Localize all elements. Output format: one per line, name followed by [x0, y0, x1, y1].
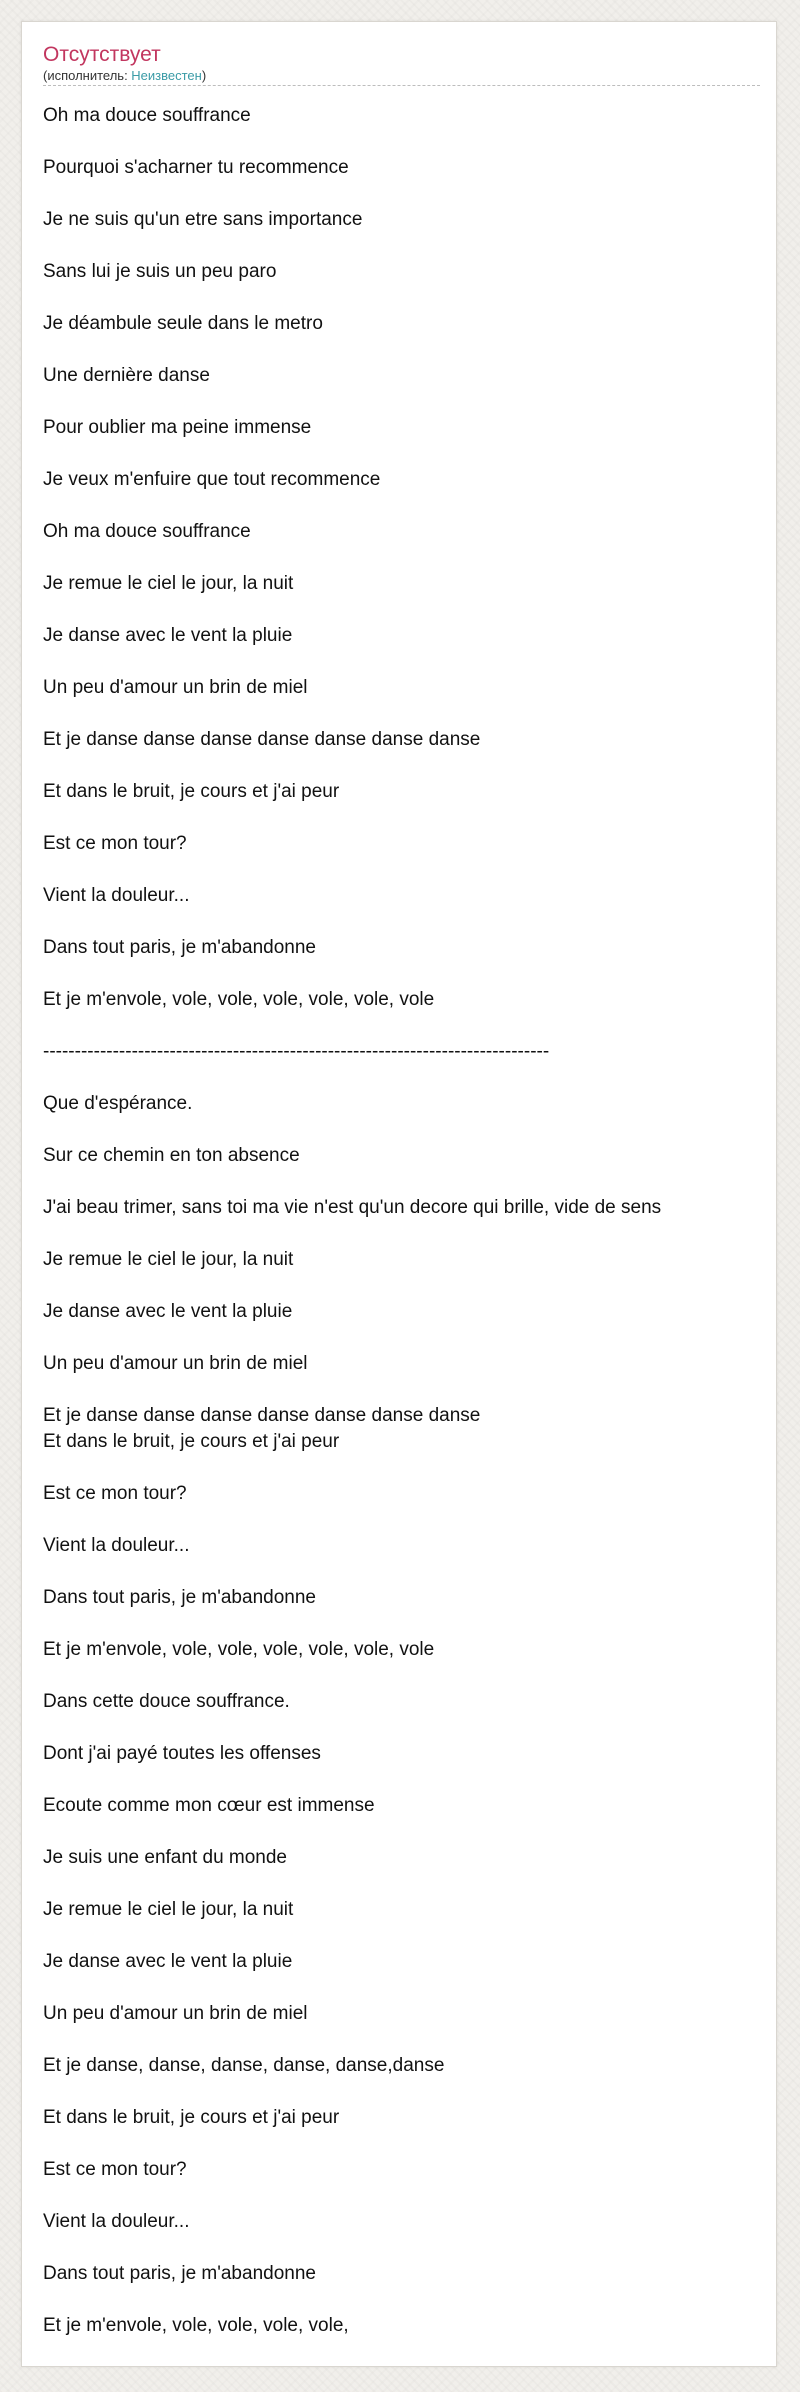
- lyric-line: Et dans le bruit, je cours et j'ai peur: [43, 1431, 340, 1452]
- artist-link[interactable]: Неизвестен: [131, 68, 202, 83]
- lyric-line: Une dernière danse: [43, 365, 210, 386]
- lyric-line: Dans tout paris, je m'abandonne: [43, 1587, 316, 1608]
- lyric-line: Sur ce chemin en ton absence: [43, 1145, 300, 1166]
- blank-line: [43, 1325, 760, 1351]
- song-title: Отсутствует: [43, 43, 161, 66]
- blank-line: [43, 753, 760, 779]
- artist-suffix: ): [201, 68, 207, 83]
- lyric-line: Et dans le bruit, je cours et j'ai peur: [43, 2107, 340, 2128]
- blank-line: [43, 701, 760, 727]
- blank-line: [43, 1975, 760, 2001]
- blank-line: [43, 1715, 760, 1741]
- lyric-line: Pourquoi s'acharner tu recommence: [43, 157, 349, 178]
- lyric-line: Pour oublier ma peine immense: [43, 417, 312, 438]
- lyric-line: Je ne suis qu'un etre sans importance: [43, 209, 363, 230]
- blank-line: [43, 389, 760, 415]
- blank-line: [43, 1663, 760, 1689]
- blank-line: [43, 1455, 760, 1481]
- blank-line: [43, 1117, 760, 1143]
- blank-line: [43, 1923, 760, 1949]
- blank-line: [43, 857, 760, 883]
- lyric-line: Et dans le bruit, je cours et j'ai peur: [43, 781, 340, 802]
- blank-line: [43, 2183, 760, 2209]
- lyric-line: Vient la douleur...: [43, 1535, 190, 1556]
- lyric-line: Vient la douleur...: [43, 2211, 190, 2232]
- blank-line: [43, 909, 760, 935]
- lyrics-card: [21, 21, 777, 2367]
- lyric-line: Ecoute comme mon cœur est immense: [43, 1795, 375, 1816]
- lyric-line: Et je danse danse danse danse danse danse danse: [43, 1405, 481, 1426]
- lyric-line: Je suis une enfant du monde: [43, 1847, 288, 1868]
- lyric-line: Je danse avec le vent la pluie: [43, 1301, 293, 1322]
- lyric-line: Je veux m'enfuire que tout recommence: [43, 469, 381, 490]
- lyric-line: Vient la douleur...: [43, 885, 190, 906]
- lyric-line: Je remue le ciel le jour, la nuit: [43, 573, 294, 594]
- lyric-line: Un peu d'amour un brin de miel: [43, 1353, 308, 1374]
- blank-line: [43, 597, 760, 623]
- lyric-line: J'ai beau trimer, sans toi ma vie n'est qu'un decore qui brille, vide de sens: [43, 1197, 662, 1218]
- blank-line: [43, 1377, 760, 1403]
- blank-line: [43, 1273, 760, 1299]
- blank-line: [43, 1221, 760, 1247]
- lyric-line: Est ce mon tour?: [43, 1483, 187, 1504]
- blank-line: [43, 1013, 760, 1039]
- blank-line: [43, 285, 760, 311]
- blank-line: [43, 2027, 760, 2053]
- lyric-line: Et je m'envole, vole, vole, vole, vole, vole, vole: [43, 1639, 435, 1660]
- blank-line: [43, 545, 760, 571]
- blank-line: [43, 1559, 760, 1585]
- blank-line: [43, 1819, 760, 1845]
- blank-line: [43, 2287, 760, 2313]
- lyric-line: Je danse avec le vent la pluie: [43, 625, 293, 646]
- lyric-line: Et je m'envole, vole, vole, vole, vole,: [43, 2315, 349, 2336]
- lyric-line: Un peu d'amour un brin de miel: [43, 677, 308, 698]
- lyric-line: Est ce mon tour?: [43, 2159, 187, 2180]
- lyric-line: Dans cette douce souffrance.: [43, 1691, 290, 1712]
- blank-line: [43, 2079, 760, 2105]
- blank-line: [43, 1767, 760, 1793]
- artist-line: [43, 68, 760, 86]
- lyric-line: Et je danse danse danse danse danse danse danse: [43, 729, 481, 750]
- lyric-line: Dans tout paris, je m'abandonne: [43, 937, 316, 958]
- lyric-line: Oh ma douce souffrance: [43, 521, 251, 542]
- blank-line: [43, 129, 760, 155]
- blank-line: [43, 1065, 760, 1091]
- lyric-line: Je remue le ciel le jour, la nuit: [43, 1899, 294, 1920]
- artist-prefix: (исполнитель:: [43, 68, 132, 83]
- lyric-line: Sans lui je suis un peu paro: [43, 261, 277, 282]
- lyric-line: Est ce mon tour?: [43, 833, 187, 854]
- lyric-line: Et je danse, danse, danse, danse, danse,danse: [43, 2055, 445, 2076]
- blank-line: [43, 1169, 760, 1195]
- blank-line: [43, 1507, 760, 1533]
- lyric-line: Dont j'ai payé toutes les offenses: [43, 1743, 321, 1764]
- lyric-line: Dans tout paris, je m'abandonne: [43, 2263, 316, 2284]
- blank-line: [43, 441, 760, 467]
- blank-line: [43, 805, 760, 831]
- lyric-line: Oh ma douce souffrance: [43, 105, 251, 126]
- blank-line: [43, 2131, 760, 2157]
- blank-line: [43, 649, 760, 675]
- blank-line: [43, 493, 760, 519]
- song-header: [43, 42, 760, 86]
- blank-line: [43, 233, 760, 259]
- blank-line: [43, 181, 760, 207]
- blank-line: [43, 1871, 760, 1897]
- lyric-line: Un peu d'amour un brin de miel: [43, 2003, 308, 2024]
- lyric-line: Je danse avec le vent la pluie: [43, 1951, 293, 1972]
- lyric-line: Je remue le ciel le jour, la nuit: [43, 1249, 294, 1270]
- blank-line: [43, 961, 760, 987]
- blank-line: [43, 1611, 760, 1637]
- blank-line: [43, 337, 760, 363]
- blank-line: [43, 2235, 760, 2261]
- lyric-line: Et je m'envole, vole, vole, vole, vole, vole, vole: [43, 989, 435, 1010]
- lyric-line: Je déambule seule dans le metro: [43, 313, 323, 334]
- lyric-line: Que d'espérance.: [43, 1093, 193, 1114]
- lyrics-text: [43, 103, 760, 2339]
- lyric-line: --------------------------------------------------------------------------------: [43, 1041, 550, 1062]
